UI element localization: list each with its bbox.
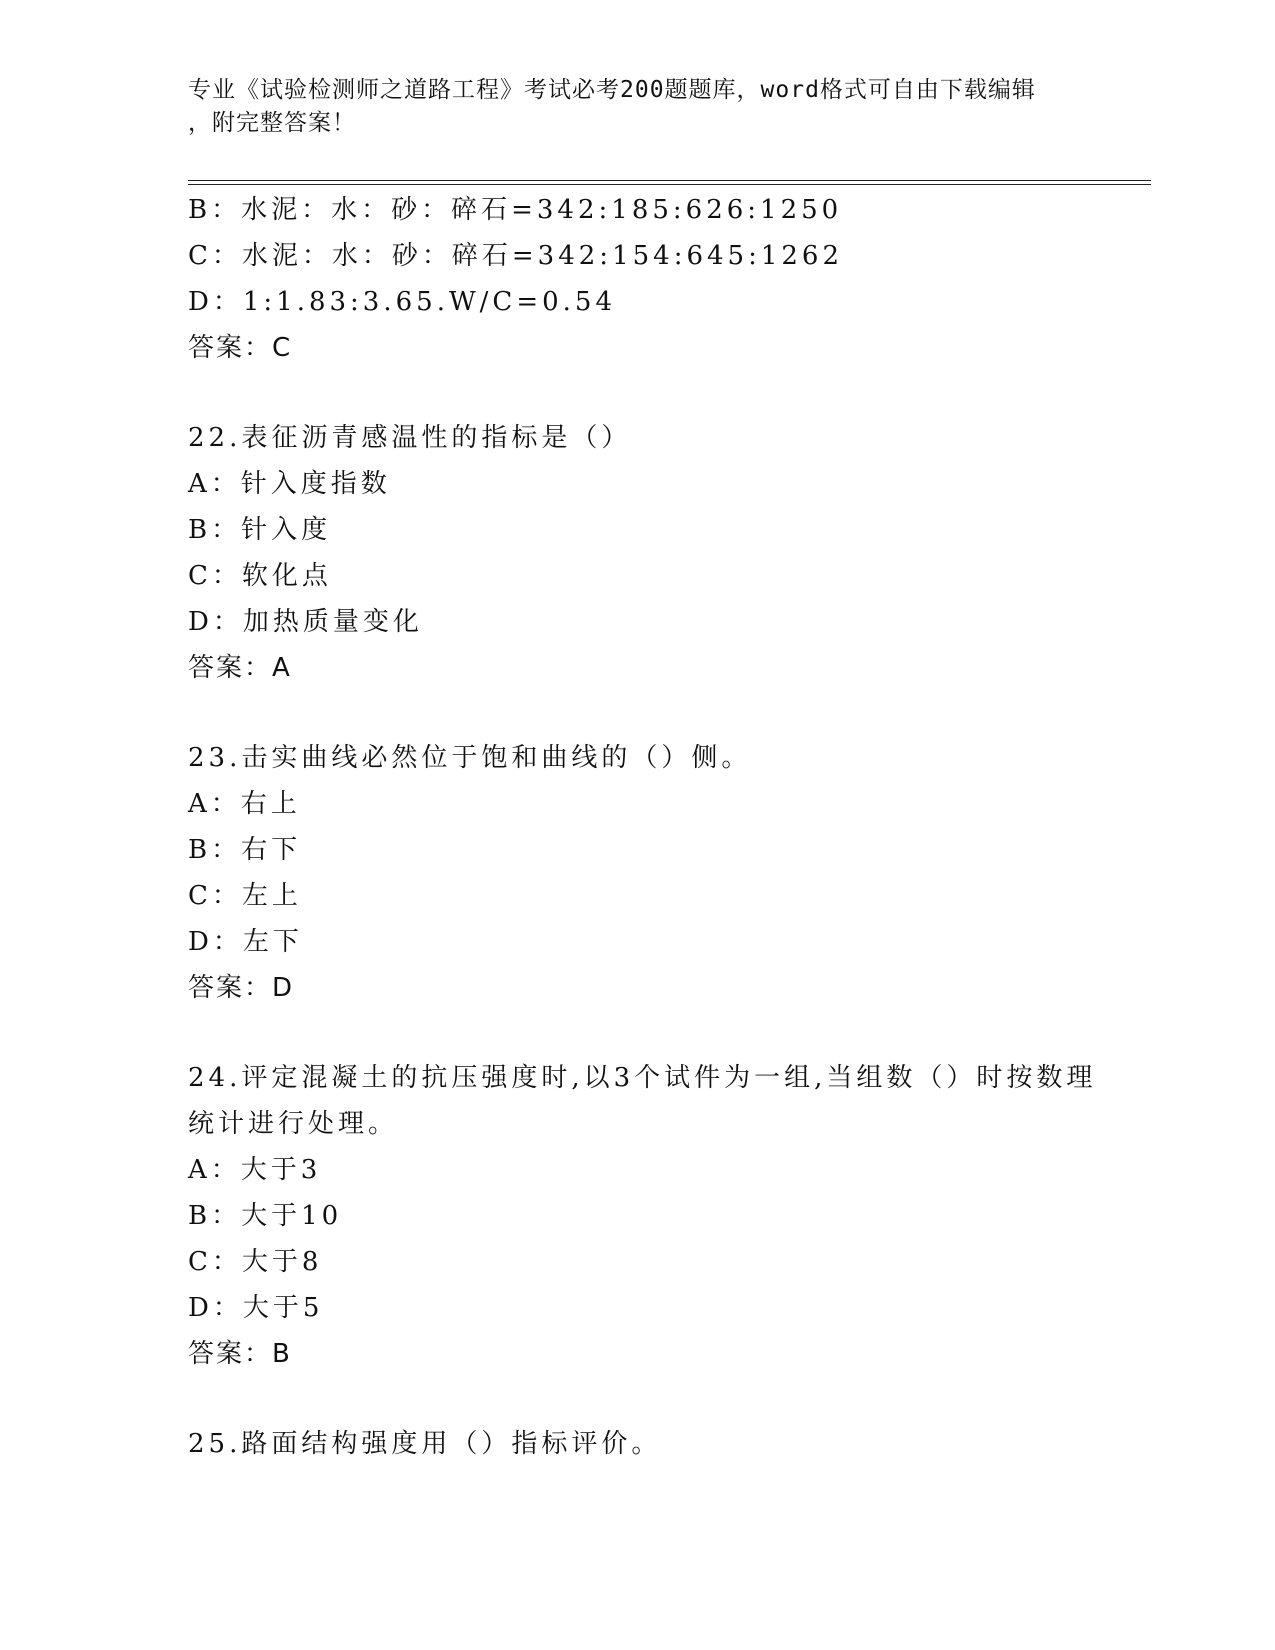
answer: 答案：A: [188, 653, 292, 683]
question-text-line-1: 24.评定混凝土的抗压强度时,以3个试件为一组,当组数（）时按数理: [188, 1063, 1097, 1093]
option-b: B：针入度: [188, 515, 332, 545]
question-24: [188, 1055, 1097, 1377]
question-text: 25.路面结构强度用（）指标评价。: [188, 1429, 662, 1459]
option-a: A：大于3: [188, 1155, 322, 1185]
option-c: C：软化点: [188, 561, 332, 591]
option-d: D：左下: [188, 927, 303, 957]
option-d: D：1:1.83:3.65.W/C=0.54: [188, 287, 617, 317]
question-22: [188, 415, 1088, 691]
answer: 答案：C: [188, 333, 293, 363]
option-b: B：大于10: [188, 1201, 343, 1231]
header-line-2: ，附完整答案！: [188, 110, 356, 136]
answer: 答案：B: [188, 1339, 292, 1369]
answer: 答案：D: [188, 973, 295, 1003]
option-a: A：针入度指数: [188, 469, 391, 499]
question-text: 23.击实曲线必然位于饱和曲线的（）侧。: [188, 743, 752, 773]
option-d: D：加热质量变化: [188, 607, 423, 637]
question-25: [188, 1421, 1088, 1467]
question-text: 22.表征沥青感温性的指标是（）: [188, 423, 632, 453]
question-21-continued: [188, 187, 1088, 371]
option-c: C：水泥：水：砂：碎石=342:154:645:1262: [188, 241, 844, 271]
option-b: B：右下: [188, 835, 302, 865]
option-a: A：右上: [188, 789, 301, 819]
document-header: [188, 74, 1088, 140]
header-divider-bottom: [188, 184, 1151, 185]
option-c: C：大于8: [188, 1247, 323, 1277]
question-list: [188, 187, 1097, 1467]
option-b: B：水泥：水：砂：碎石=342:185:626:1250: [188, 195, 843, 225]
header-divider-top: [188, 180, 1151, 181]
question-23: [188, 735, 1088, 1011]
header-line-1: 专业《试验检测师之道路工程》考试必考200题题库，word格式可自由下载编辑: [188, 77, 1036, 103]
option-d: D：大于5: [188, 1293, 324, 1323]
question-text-line-2: 统计进行处理。: [188, 1109, 399, 1139]
option-c: C：左上: [188, 881, 302, 911]
